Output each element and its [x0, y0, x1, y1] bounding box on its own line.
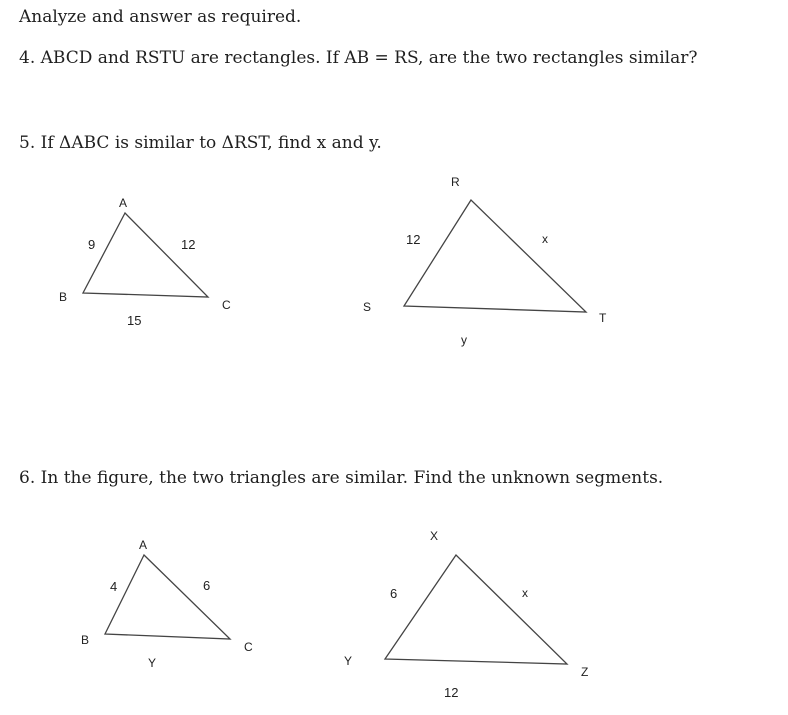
q5-side-bc-label: 15: [127, 313, 142, 328]
q6-vertex-z-label: Z: [581, 665, 589, 679]
q6-triangle-xyz: [344, 529, 588, 700]
question-4-number: 4.: [19, 48, 36, 68]
q5-triangle-abc: [59, 196, 231, 328]
q6-side-xy-label: 6: [390, 586, 398, 601]
q5-vertex-b-label: B: [59, 290, 68, 304]
q5-side-rt-label: x: [542, 232, 548, 246]
q6-side-ab-label: 4: [110, 579, 118, 594]
q6-vertex-y-label: Y: [344, 654, 353, 668]
q5-triangle-abc-shape: [83, 213, 208, 297]
question-5-number: 5.: [19, 133, 36, 153]
q5-vertex-r-label: R: [451, 175, 460, 189]
question-6-number: 6.: [19, 468, 36, 488]
q5-side-st-label: y: [461, 333, 467, 347]
q5-vertex-c-label: C: [222, 298, 231, 312]
q5-triangle-rst: [363, 175, 607, 347]
q5-side-ab-label: 9: [88, 237, 96, 252]
question-4-text: ABCD and RSTU are rectangles. If AB = RS, are the two rectangles similar?: [40, 48, 698, 68]
q6-vertex-c-label: C: [244, 640, 253, 654]
instructions: Analyze and answer as required.: [19, 7, 302, 27]
q6-side-bc-label: Y: [148, 656, 157, 670]
q6-triangle-abc-shape: [105, 555, 230, 639]
q5-side-rs-label: 12: [406, 232, 421, 247]
q6-vertex-a-label: A: [139, 538, 148, 552]
question-6-text: In the figure, the two triangles are similar. Find the unknown segments.: [40, 468, 664, 488]
q6-side-xz-label: x: [522, 586, 528, 600]
q6-side-ac-label: 6: [203, 578, 211, 593]
question-5-text: If ΔABC is similar to ΔRST, find x and y.: [40, 133, 382, 153]
q5-triangle-rst-shape: [404, 200, 586, 312]
q5-side-ac-label: 12: [181, 237, 196, 252]
q6-vertex-x-label: X: [430, 529, 439, 543]
q5-vertex-t-label: T: [599, 311, 607, 325]
q6-triangle-abc: [81, 538, 253, 670]
q5-vertex-a-label: A: [119, 196, 128, 210]
q6-side-yz-label: 12: [444, 685, 459, 700]
q6-triangle-xyz-shape: [385, 555, 567, 664]
q5-vertex-s-label: S: [363, 300, 372, 314]
q6-vertex-b-label: B: [81, 633, 90, 647]
